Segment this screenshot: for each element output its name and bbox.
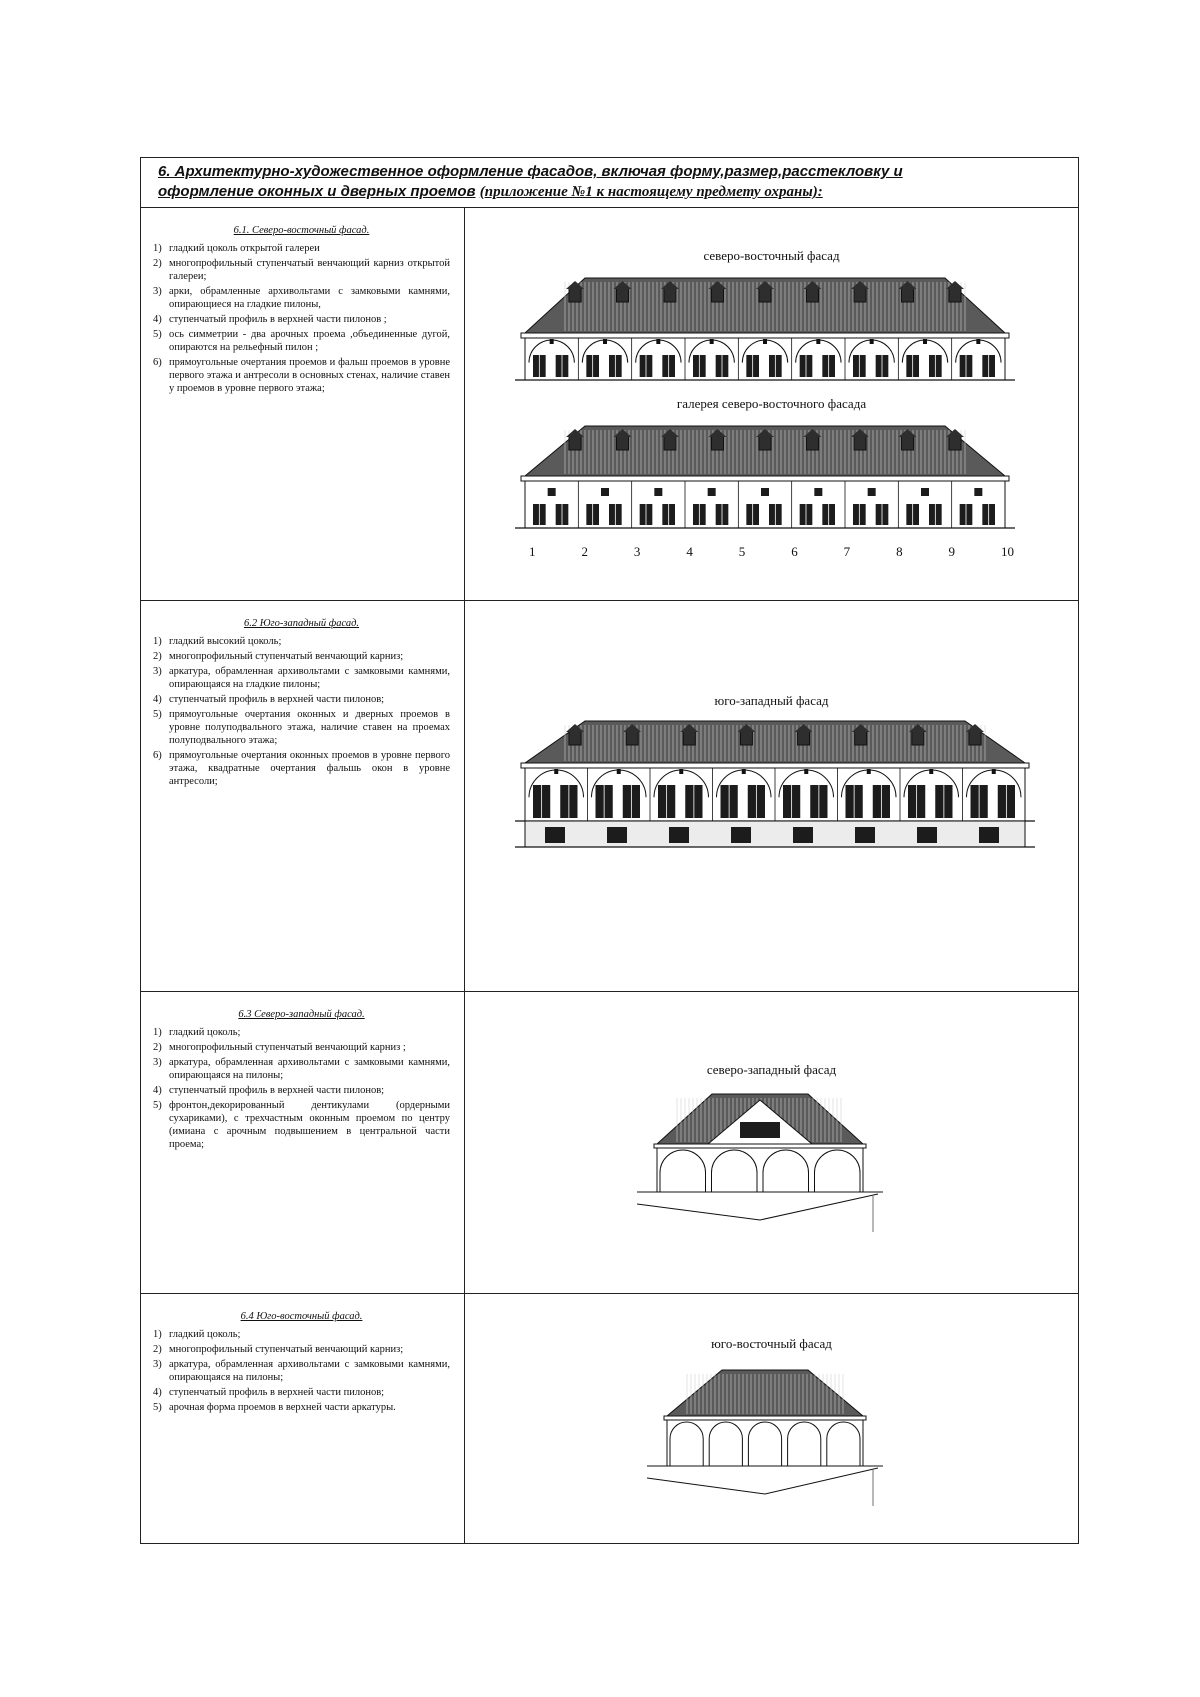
text-cell — [141, 992, 465, 1293]
keystone — [923, 339, 927, 344]
item-number: 5) — [153, 329, 162, 340]
item-number: 3) — [153, 1359, 162, 1370]
item-text: многопрофильный ступенчатый венчающий карниз ; — [169, 1042, 406, 1053]
item-number: 4) — [153, 1387, 162, 1398]
item-text: многопрофильный ступенчатый венчающий карниз; — [169, 651, 404, 662]
item-number: 1) — [153, 1329, 162, 1340]
roof — [525, 721, 1025, 763]
row-southeast-facade — [141, 1294, 1078, 1543]
item-text: аркатура, обрамленная архивольтами с замковыми камнями, опирающаяся на пилоны; — [169, 1359, 450, 1383]
list-item — [153, 1358, 450, 1384]
row-northwest-facade — [141, 992, 1078, 1294]
axis-number-row — [505, 544, 1025, 562]
item-text: ступенчатый профиль в верхней части пилонов; — [169, 694, 385, 705]
list-item — [153, 1041, 450, 1054]
list-item — [153, 665, 450, 691]
basement-window — [855, 827, 875, 843]
northwest-facade-drawing — [635, 1084, 885, 1234]
item-text: прямоугольные очертания проемов и фальш проемов в уровне первого этажа и антресоли в основных стенах, наличие ставен у проемов в уровне первого этажа; — [169, 357, 450, 394]
header-appendix-note: (приложение №1 к настоящему предмету охраны): — [479, 184, 823, 200]
item-number: 5) — [153, 709, 162, 720]
list-item — [153, 1328, 450, 1341]
item-text: гладкий цоколь; — [169, 1329, 241, 1340]
item-number: 5) — [153, 1100, 162, 1111]
arch — [788, 1422, 821, 1466]
text-cell — [141, 1294, 465, 1543]
roof — [667, 1370, 863, 1416]
dormer — [759, 436, 771, 450]
item-text: ступенчатый профиль в верхней части пилонов ; — [169, 314, 387, 325]
dormer — [617, 288, 629, 302]
dormer — [664, 436, 676, 450]
dormer — [569, 288, 581, 302]
item-text: прямоугольные очертания оконных проемов в уровне первого этажа, квадратные очертания фальшь окон в уровне антресоли; — [169, 750, 450, 787]
arch — [709, 1422, 742, 1466]
drawing-cell — [465, 1294, 1078, 1543]
item-text: гладкий высокий цоколь; — [169, 636, 282, 647]
terrain-line — [637, 1194, 878, 1220]
keystone — [656, 339, 660, 344]
keystone — [679, 769, 683, 774]
keystone — [804, 769, 808, 774]
item-number: 3) — [153, 286, 162, 297]
item-text: ступенчатый профиль в верхней части пилонов; — [169, 1085, 385, 1096]
cornice — [521, 333, 1009, 338]
item-text: аркатура, обрамленная архивольтами с замковыми камнями, опирающаяся на пилоны; — [169, 1057, 450, 1081]
drawing-caption: галерея северо-восточного фасада — [676, 396, 867, 411]
dormer — [902, 436, 914, 450]
item-text: гладкий цоколь открытой галереи — [169, 243, 320, 254]
list-item — [153, 313, 450, 326]
item-text: гладкий цоколь; — [169, 1027, 241, 1038]
basement-window — [979, 827, 999, 843]
axis-number: 10 — [1001, 544, 1014, 559]
item-text: многопрофильный ступенчатый венчающий карниз открытой галереи; — [169, 258, 450, 282]
drawing-cell — [465, 601, 1078, 991]
arch — [748, 1422, 781, 1466]
dormer — [712, 436, 724, 450]
dormer — [854, 436, 866, 450]
mezzanine-window — [974, 488, 982, 496]
dormer — [949, 288, 961, 302]
section-title: 6.3 Северо-западный фасад. — [238, 1009, 365, 1020]
keystone — [816, 339, 820, 344]
keystone — [867, 769, 871, 774]
southwest-facade-drawing — [505, 713, 1045, 863]
mezzanine-window — [654, 488, 662, 496]
arch — [763, 1150, 809, 1192]
text-cell — [141, 601, 465, 991]
list-item — [153, 1099, 450, 1151]
dormer — [759, 288, 771, 302]
cornice — [521, 476, 1009, 481]
dormer — [712, 288, 724, 302]
list-item — [153, 242, 450, 255]
dormer — [683, 731, 695, 745]
section-title: 6.1. Северо-восточный фасад. — [233, 225, 370, 236]
list-item — [153, 257, 450, 283]
list-item — [153, 285, 450, 311]
list-item — [153, 693, 450, 706]
item-number: 4) — [153, 1085, 162, 1096]
header-line-2: оформление оконных и дверных проемов — [158, 183, 476, 200]
keystone — [550, 339, 554, 344]
dormer — [969, 731, 981, 745]
item-number: 1) — [153, 636, 162, 647]
dormer — [807, 288, 819, 302]
section-title: 6.4 Юго-восточный фасад. — [240, 1311, 363, 1322]
item-text: арочная форма проемов в верхней части аркатуры. — [169, 1402, 396, 1413]
cornice — [521, 763, 1029, 768]
drawing-caption: северо-западный фасад — [706, 1062, 837, 1077]
axis-number: 9 — [948, 544, 956, 559]
axis-number: 5 — [738, 544, 746, 559]
list-item — [153, 1386, 450, 1399]
keystone — [742, 769, 746, 774]
basement-window — [669, 827, 689, 843]
axis-number: 3 — [633, 544, 641, 559]
item-text: ступенчатый профиль в верхней части пилонов; — [169, 1387, 385, 1398]
dormer — [902, 288, 914, 302]
drawing-caption: юго-восточный фасад — [711, 1336, 832, 1351]
basement-window — [607, 827, 627, 843]
dormer — [854, 288, 866, 302]
keystone — [603, 339, 607, 344]
basement-window — [731, 827, 751, 843]
document-sheet — [140, 157, 1079, 1544]
keystone — [870, 339, 874, 344]
drawing-cell — [465, 992, 1078, 1293]
axis-number: 1 — [529, 544, 536, 559]
arch — [660, 1150, 706, 1192]
drawing-cell — [465, 208, 1078, 600]
row-southwest-facade — [141, 601, 1078, 992]
basement-window — [545, 827, 565, 843]
item-text: арки, обрамленные архивольтами с замковыми камнями, опирающиеся на гладкие пилоны, — [169, 286, 450, 310]
drawing-caption: северо-восточный фасад — [703, 248, 840, 263]
item-number: 1) — [153, 1027, 162, 1038]
item-number: 2) — [153, 651, 162, 662]
mezzanine-window — [814, 488, 822, 496]
dormer — [569, 436, 581, 450]
northeast-facade-drawing — [505, 268, 1025, 388]
list-item — [153, 1056, 450, 1082]
dormer — [949, 436, 961, 450]
item-text: прямоугольные очертания оконных и дверных проемов в уровне полуподвального этажа, наличие ставен на проемах полуподвального этажа; — [169, 709, 450, 746]
list-item — [153, 1026, 450, 1039]
dormer — [569, 731, 581, 745]
section-header — [141, 158, 1078, 208]
item-number: 2) — [153, 1344, 162, 1355]
basement-window — [917, 827, 937, 843]
keystone — [929, 769, 933, 774]
list-item — [153, 328, 450, 354]
keystone — [554, 769, 558, 774]
mezzanine-window — [868, 488, 876, 496]
axis-number: 8 — [896, 544, 903, 559]
semibasement-plinth — [525, 821, 1025, 847]
item-number: 2) — [153, 1042, 162, 1053]
dormer — [807, 436, 819, 450]
item-number: 6) — [153, 357, 162, 368]
item-text: многопрофильный ступенчатый венчающий карниз; — [169, 1344, 404, 1355]
list-item — [153, 1343, 450, 1356]
arch — [815, 1150, 861, 1192]
item-number: 5) — [153, 1402, 162, 1413]
item-number: 1) — [153, 243, 162, 254]
dormer — [664, 288, 676, 302]
row-northeast-facade — [141, 208, 1078, 601]
gallery-facade-drawing — [505, 416, 1025, 536]
keystone — [976, 339, 980, 344]
pediment-window — [740, 1122, 780, 1138]
dormer — [912, 731, 924, 745]
list-item — [153, 1401, 450, 1414]
southeast-facade-drawing — [645, 1358, 885, 1508]
list-item — [153, 650, 450, 663]
list-item — [153, 1084, 450, 1097]
item-number: 3) — [153, 1057, 162, 1068]
item-number: 2) — [153, 258, 162, 269]
axis-number: 2 — [581, 544, 588, 559]
text-cell — [141, 208, 465, 600]
item-number: 3) — [153, 666, 162, 677]
item-text: ось симметрии - два арочных проема ,объединенные дугой, опираются на рельефный пилон ; — [169, 329, 450, 353]
cornice — [664, 1416, 866, 1420]
dormer — [740, 731, 752, 745]
dormer — [626, 731, 638, 745]
item-text: аркатура, обрамленная архивольтами с замковыми камнями, опирающаяся на гладкие пилоны; — [169, 666, 450, 690]
list-item — [153, 708, 450, 747]
mezzanine-window — [708, 488, 716, 496]
terrain-line — [647, 1468, 878, 1494]
arch — [827, 1422, 860, 1466]
arch — [670, 1422, 703, 1466]
axis-number: 4 — [686, 544, 693, 559]
list-item — [153, 356, 450, 395]
keystone — [992, 769, 996, 774]
mezzanine-window — [761, 488, 769, 496]
basement-window — [793, 827, 813, 843]
list-item — [153, 635, 450, 648]
arch — [712, 1150, 758, 1192]
mezzanine-window — [921, 488, 929, 496]
dormer — [798, 731, 810, 745]
dormer — [855, 731, 867, 745]
keystone — [617, 769, 621, 774]
axis-number: 6 — [791, 544, 798, 559]
cornice — [654, 1144, 866, 1148]
dormer — [617, 436, 629, 450]
drawing-caption: юго-западный фасад — [714, 693, 829, 708]
item-text: фронтон,декорированный дентикулами (ордерными сухариками), с трехчастным оконным проемом по центру (имиана с арочным подвышением в центральной части проема; — [169, 1100, 450, 1150]
keystone — [710, 339, 714, 344]
item-number: 6) — [153, 750, 162, 761]
header-line-1: 6. Архитектурно-художественное оформление фасадов, включая форму,размер,расстекловку и — [158, 163, 903, 180]
keystone — [763, 339, 767, 344]
item-number: 4) — [153, 694, 162, 705]
mezzanine-window — [601, 488, 609, 496]
axis-number: 7 — [843, 544, 851, 559]
mezzanine-window — [548, 488, 556, 496]
section-title: 6.2 Юго-западный фасад. — [243, 618, 360, 629]
item-number: 4) — [153, 314, 162, 325]
list-item — [153, 749, 450, 788]
